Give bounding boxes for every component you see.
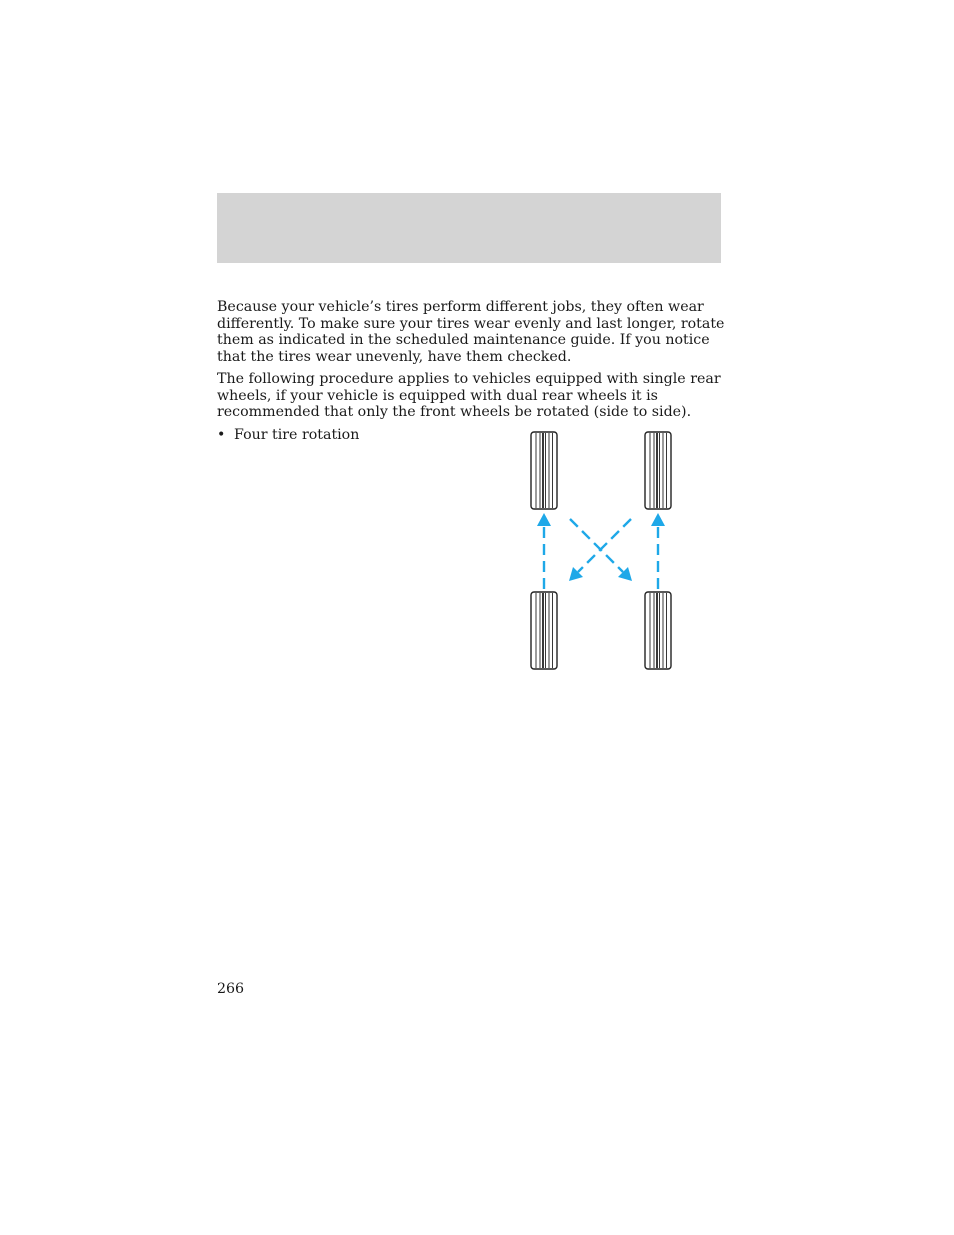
tire-icon-front-right xyxy=(645,432,671,509)
bullet-label: Four tire rotation xyxy=(234,426,360,443)
rotation-arrow-icon-left xyxy=(537,513,551,589)
procedure-paragraph: The following procedure applies to vehicles equipped with single rear wheels, if your vehicle is equipped with dual rear wheels it is recommended that only the front wheels be rotated (side to side). xyxy=(217,371,721,420)
tire-icon-front-left xyxy=(531,432,557,509)
tire-rotation-diagram xyxy=(520,425,690,675)
page-number: 266 xyxy=(217,981,245,997)
tire-icon-rear-right xyxy=(645,592,671,669)
section-header-band xyxy=(217,193,721,263)
intro-paragraph: Because your vehicle’s tires perform different jobs, they often wear differently. To make sure your tires wear evenly and last longer, rotate them as indicated in the scheduled maintenance guide. If you notice that the tires wear unevenly, have them checked. xyxy=(217,299,725,365)
rotation-arrow-icon-right xyxy=(651,513,665,589)
tire-icon-rear-left xyxy=(531,592,557,669)
body-content xyxy=(217,299,727,443)
bullet-symbol: • xyxy=(217,426,226,443)
